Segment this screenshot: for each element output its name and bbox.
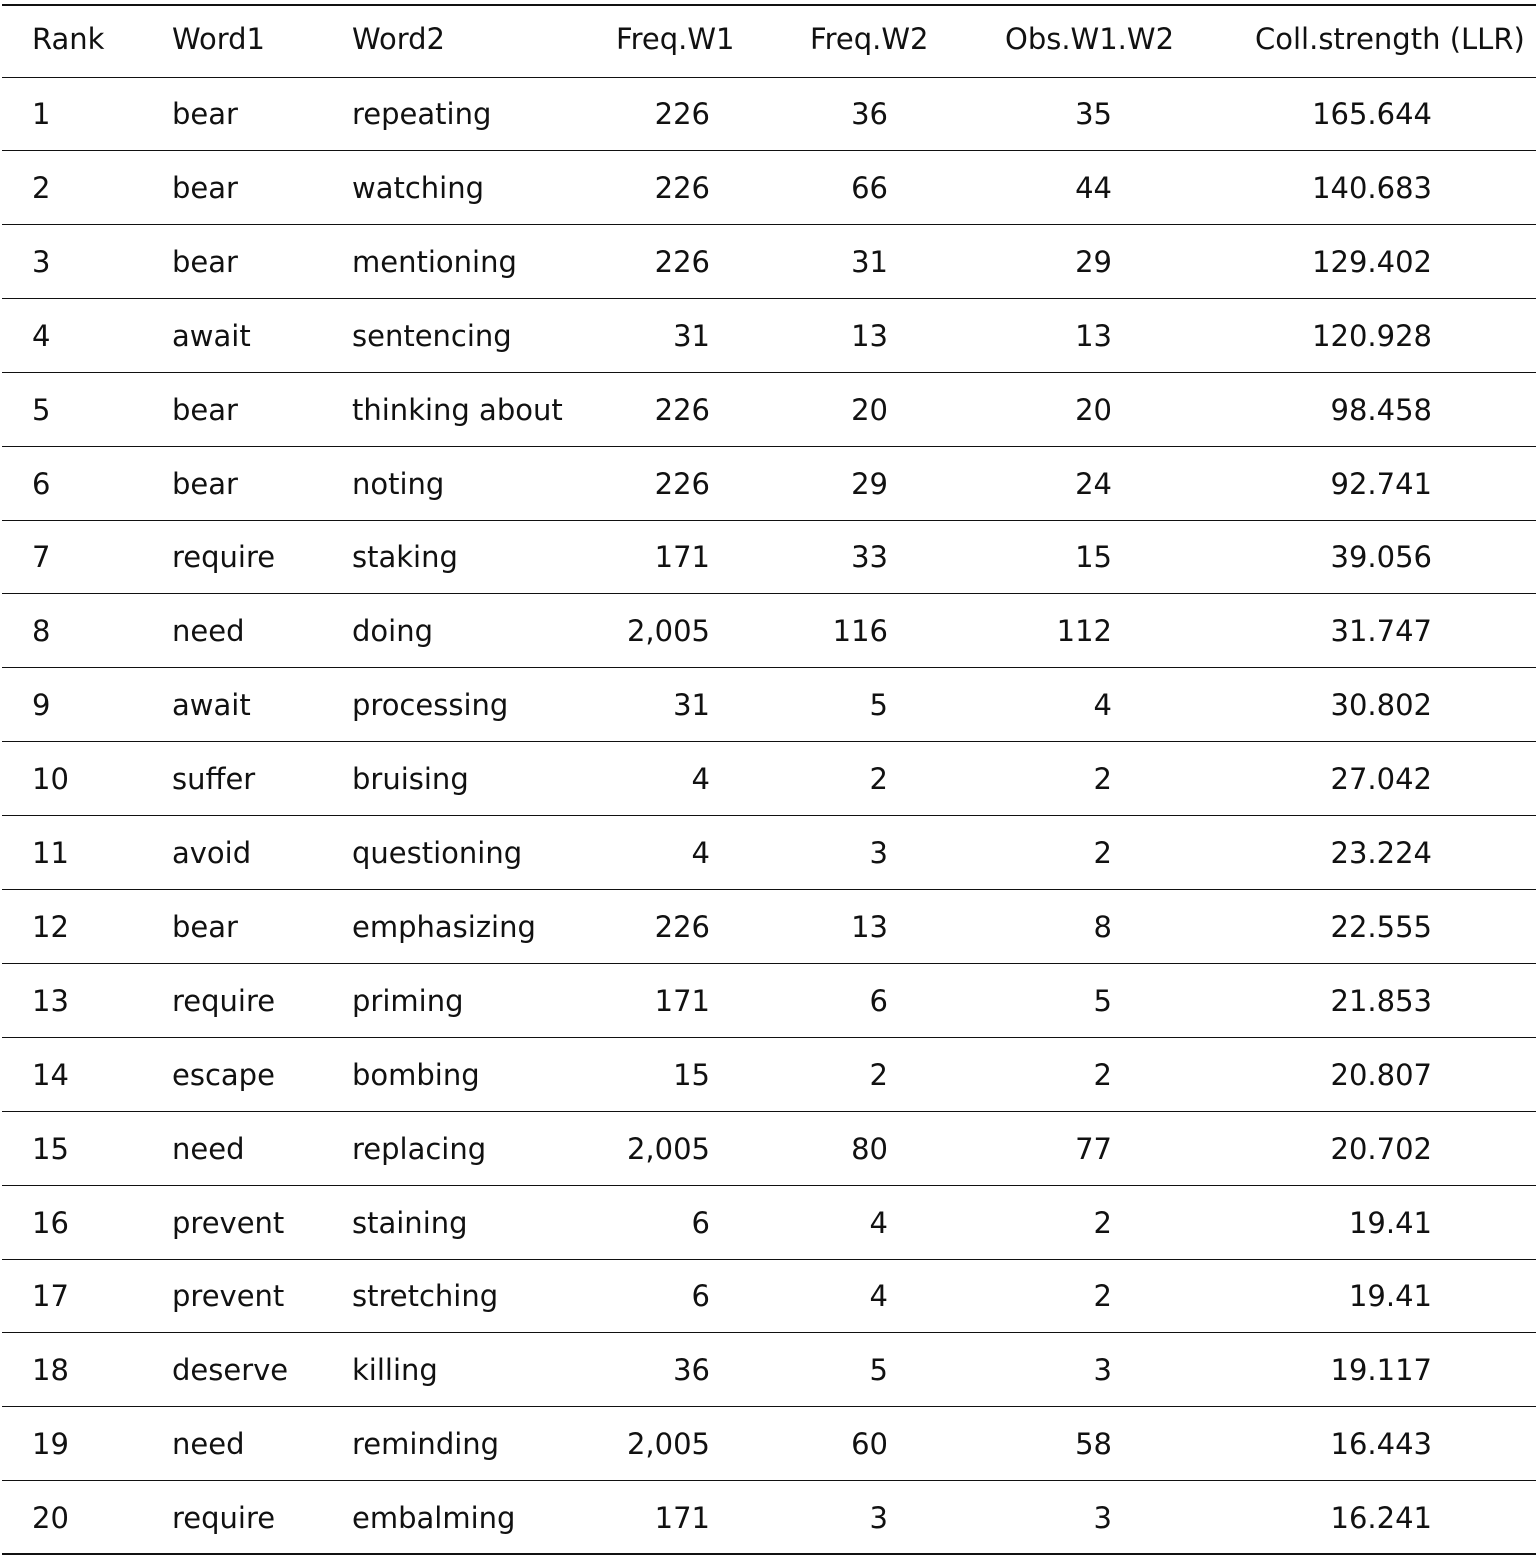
cell-freq-w1: 226 (654, 97, 710, 131)
cell-freq-w1: 4 (691, 762, 710, 797)
cell-word1: prevent (172, 1205, 285, 1240)
cell-word1: suffer (172, 762, 256, 797)
cell-coll-strength: 19.41 (1348, 1205, 1432, 1240)
cell-word1: need (172, 614, 245, 649)
header-coll-strength: Coll.strength (LLR) (1255, 21, 1525, 56)
cell-obs-w1-w2: 44 (1075, 170, 1112, 205)
table-row (2, 1408, 1536, 1481)
cell-rank: 14 (32, 1057, 69, 1092)
cell-freq-w2: 116 (832, 614, 888, 649)
header-rank: Rank (32, 21, 105, 56)
cell-rank: 6 (32, 466, 51, 501)
cell-word2: mentioning (352, 244, 517, 279)
cell-word2: bombing (352, 1057, 480, 1092)
cell-obs-w1-w2: 5 (1093, 983, 1112, 1018)
cell-freq-w1: 2,005 (626, 1131, 710, 1166)
cell-freq-w2: 36 (851, 97, 888, 131)
cell-word1: await (172, 318, 251, 353)
cell-freq-w1: 6 (691, 1279, 710, 1314)
cell-rank: 18 (32, 1353, 69, 1388)
cell-freq-w1: 2,005 (626, 1427, 710, 1462)
cell-freq-w1: 2,005 (626, 614, 710, 649)
cell-coll-strength: 19.117 (1330, 1353, 1432, 1388)
table-row (2, 300, 1536, 373)
cell-word2: watching (352, 170, 485, 205)
cell-obs-w1-w2: 2 (1093, 1279, 1112, 1314)
cell-obs-w1-w2: 29 (1075, 244, 1112, 279)
cell-word1: require (172, 1500, 276, 1535)
cell-rank: 17 (32, 1279, 69, 1314)
table-row (2, 1113, 1536, 1186)
cell-word1: bear (172, 466, 238, 501)
cell-freq-w1: 4 (691, 836, 710, 870)
cell-word2: priming (352, 983, 464, 1018)
table-row (2, 595, 1536, 668)
cell-rank: 12 (32, 909, 69, 944)
cell-rank: 3 (32, 244, 51, 279)
header-freq-w2: Freq.W2 (810, 21, 929, 56)
cell-freq-w1: 226 (654, 244, 710, 279)
table-row (2, 374, 1536, 447)
cell-freq-w2: 66 (851, 170, 888, 205)
cell-rank: 2 (32, 170, 51, 205)
cell-word2: thinking about (352, 392, 563, 427)
cell-word2: replacing (352, 1131, 487, 1166)
cell-freq-w2: 4 (869, 1279, 888, 1314)
cell-coll-strength: 20.807 (1330, 1057, 1432, 1092)
cell-coll-strength: 120.928 (1312, 318, 1432, 353)
cell-rank: 4 (32, 318, 51, 353)
cell-word2: embalming (352, 1500, 516, 1535)
table-row (2, 78, 1536, 151)
cell-obs-w1-w2: 77 (1075, 1131, 1112, 1166)
cell-word1: bear (172, 97, 238, 131)
cell-obs-w1-w2: 2 (1093, 836, 1112, 870)
cell-word1: bear (172, 909, 238, 944)
cell-freq-w1: 15 (673, 1057, 710, 1092)
table-row (2, 1482, 1536, 1555)
cell-word1: avoid (172, 836, 252, 870)
cell-freq-w1: 31 (673, 318, 710, 353)
cell-obs-w1-w2: 112 (1056, 614, 1112, 649)
cell-word1: prevent (172, 1279, 285, 1314)
cell-rank: 13 (32, 983, 69, 1018)
header-freq-w1: Freq.W1 (616, 21, 735, 56)
cell-word1: need (172, 1427, 245, 1462)
table-row (2, 669, 1536, 742)
cell-word2: staining (352, 1205, 468, 1240)
cell-rank: 20 (32, 1500, 69, 1535)
table-row (2, 817, 1536, 890)
cell-word1: escape (172, 1057, 275, 1092)
cell-obs-w1-w2: 13 (1075, 318, 1112, 353)
cell-obs-w1-w2: 3 (1093, 1353, 1112, 1388)
cell-coll-strength: 165.644 (1312, 97, 1432, 131)
cell-obs-w1-w2: 24 (1075, 466, 1112, 501)
cell-coll-strength: 23.224 (1330, 836, 1432, 870)
cell-word2: staking (352, 540, 458, 575)
cell-word1: bear (172, 244, 238, 279)
cell-coll-strength: 140.683 (1312, 170, 1432, 205)
cell-obs-w1-w2: 15 (1075, 540, 1112, 575)
cell-coll-strength: 27.042 (1330, 762, 1432, 797)
cell-word1: require (172, 540, 276, 575)
cell-word2: emphasizing (352, 909, 536, 944)
cell-freq-w2: 2 (869, 762, 888, 797)
cell-freq-w1: 6 (691, 1205, 710, 1240)
cell-word2: noting (352, 466, 445, 501)
table-row (2, 521, 1536, 594)
cell-freq-w1: 226 (654, 909, 710, 944)
cell-obs-w1-w2: 4 (1093, 688, 1112, 723)
cell-coll-strength: 19.41 (1348, 1279, 1432, 1314)
cell-word2: killing (352, 1353, 438, 1388)
cell-coll-strength: 22.555 (1330, 909, 1432, 944)
cell-freq-w1: 171 (654, 1500, 710, 1535)
cell-freq-w2: 33 (851, 540, 888, 575)
cell-word1: need (172, 1131, 245, 1166)
cell-freq-w1: 226 (654, 392, 710, 427)
table-row (2, 891, 1536, 964)
table-row (2, 743, 1536, 816)
cell-coll-strength: 16.241 (1330, 1500, 1432, 1535)
cell-word1: bear (172, 392, 238, 427)
cell-freq-w1: 171 (654, 983, 710, 1018)
cell-obs-w1-w2: 8 (1093, 909, 1112, 944)
cell-word1: require (172, 983, 276, 1018)
cell-freq-w2: 20 (851, 392, 888, 427)
cell-obs-w1-w2: 20 (1075, 392, 1112, 427)
cell-obs-w1-w2: 58 (1075, 1427, 1112, 1462)
cell-freq-w2: 4 (869, 1205, 888, 1240)
cell-freq-w2: 6 (869, 983, 888, 1018)
table-row (2, 1334, 1536, 1407)
cell-word2: sentencing (352, 318, 512, 353)
cell-coll-strength: 30.802 (1330, 688, 1432, 723)
table-row (2, 1260, 1536, 1333)
cell-rank: 15 (32, 1131, 69, 1166)
cell-freq-w2: 3 (869, 1500, 888, 1535)
cell-coll-strength: 98.458 (1330, 392, 1432, 427)
cell-word2: doing (352, 614, 433, 649)
cell-word1: await (172, 688, 251, 723)
cell-freq-w1: 31 (673, 688, 710, 723)
cell-rank: 16 (32, 1205, 69, 1240)
cell-coll-strength: 92.741 (1330, 466, 1432, 501)
cell-freq-w2: 31 (851, 244, 888, 279)
cell-obs-w1-w2: 2 (1093, 1057, 1112, 1092)
cell-word2: bruising (352, 762, 469, 797)
cell-rank: 10 (32, 762, 69, 797)
cell-freq-w1: 171 (654, 540, 710, 575)
cell-coll-strength: 39.056 (1330, 540, 1432, 575)
cell-freq-w1: 36 (673, 1353, 710, 1388)
cell-coll-strength: 21.853 (1330, 983, 1432, 1018)
cell-freq-w2: 13 (851, 318, 888, 353)
cell-coll-strength: 16.443 (1330, 1427, 1432, 1462)
cell-rank: 1 (32, 97, 51, 131)
cell-rank: 9 (32, 688, 51, 723)
cell-obs-w1-w2: 3 (1093, 1500, 1112, 1535)
cell-word2: reminding (352, 1427, 500, 1462)
cell-word2: stretching (352, 1279, 499, 1314)
header-obs-w1-w2: Obs.W1.W2 (1005, 21, 1175, 56)
table-row (2, 226, 1536, 299)
cell-freq-w2: 5 (869, 1353, 888, 1388)
cell-rank: 11 (32, 836, 69, 870)
header-word2: Word2 (352, 21, 445, 56)
cell-freq-w2: 29 (851, 466, 888, 501)
cell-freq-w2: 2 (869, 1057, 888, 1092)
cell-obs-w1-w2: 2 (1093, 762, 1112, 797)
cell-word1: deserve (172, 1353, 289, 1388)
cell-freq-w2: 3 (869, 836, 888, 870)
cell-rank: 19 (32, 1427, 69, 1462)
cell-rank: 8 (32, 614, 51, 649)
cell-coll-strength: 31.747 (1330, 614, 1432, 649)
table-row (2, 965, 1536, 1038)
cell-rank: 5 (32, 392, 51, 427)
header-word1: Word1 (172, 21, 265, 56)
cell-coll-strength: 129.402 (1312, 244, 1432, 279)
table-row (2, 448, 1536, 521)
cell-freq-w1: 226 (654, 170, 710, 205)
cell-freq-w1: 226 (654, 466, 710, 501)
cell-word1: bear (172, 170, 238, 205)
cell-word2: processing (352, 688, 509, 723)
table-row (2, 1039, 1536, 1112)
cell-obs-w1-w2: 35 (1075, 97, 1112, 131)
table-row (2, 152, 1536, 225)
cell-freq-w2: 5 (869, 688, 888, 723)
cell-word2: repeating (352, 97, 492, 131)
cell-freq-w2: 13 (851, 909, 888, 944)
cell-obs-w1-w2: 2 (1093, 1205, 1112, 1240)
cell-freq-w2: 60 (851, 1427, 888, 1462)
cell-word2: questioning (352, 836, 523, 870)
cell-rank: 7 (32, 540, 51, 575)
cell-coll-strength: 20.702 (1330, 1131, 1432, 1166)
cell-freq-w2: 80 (851, 1131, 888, 1166)
table-row (2, 1187, 1536, 1260)
